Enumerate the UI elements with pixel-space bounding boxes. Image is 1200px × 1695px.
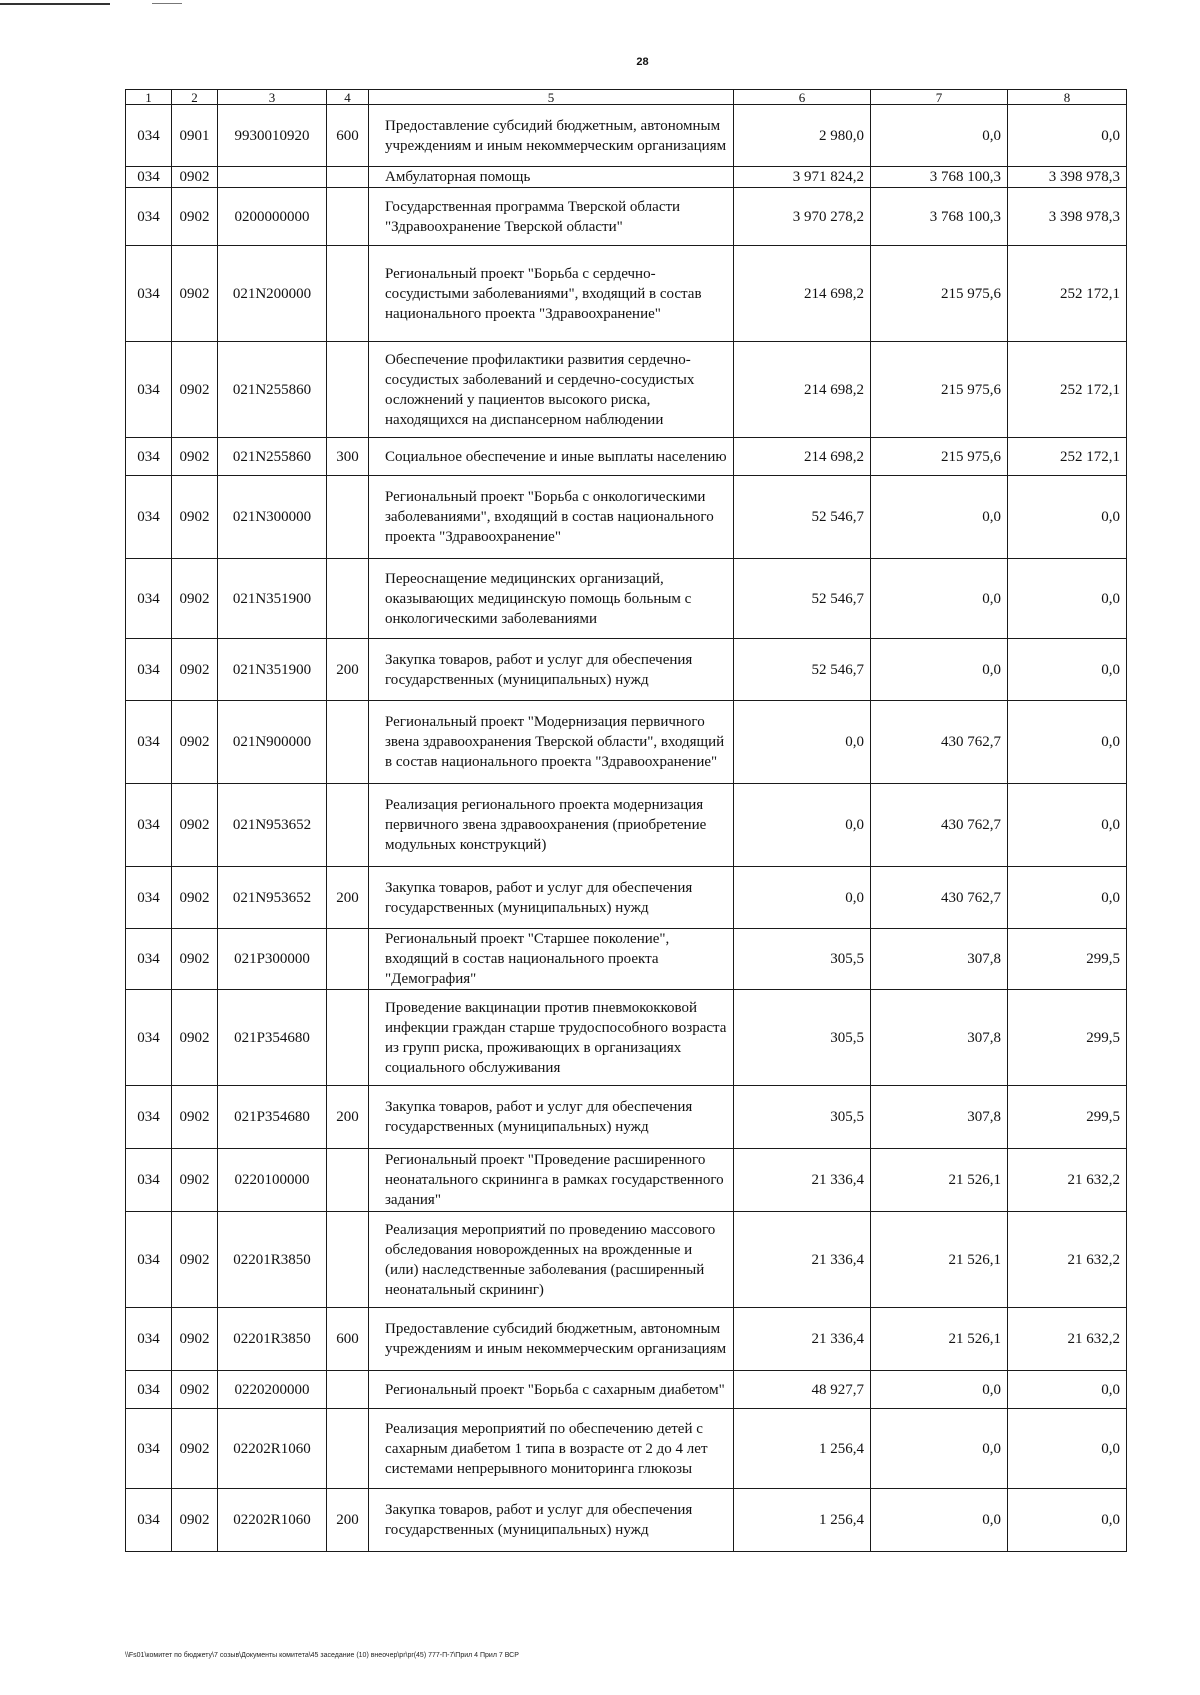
section-code-cell: 0902: [172, 1409, 218, 1489]
target-article-cell: 021N200000: [218, 246, 327, 342]
section-code-cell: 0902: [172, 1489, 218, 1552]
table-row: [126, 105, 1127, 167]
section-code-cell: 0902: [172, 476, 218, 559]
ministry-code-cell: 034: [126, 188, 172, 246]
amount-col6-cell: 21 336,4: [734, 1308, 871, 1371]
target-article-cell: 0200000000: [218, 188, 327, 246]
expense-type-cell: [327, 342, 369, 438]
amount-col7-cell: 0,0: [871, 639, 1008, 701]
expense-type-cell: [327, 559, 369, 639]
item-name-cell: Закупка товаров, работ и услуг для обеспечения государственных (муниципальных) нужд: [369, 1086, 734, 1149]
table-row: [126, 990, 1127, 1086]
amount-col7-cell: 21 526,1: [871, 1149, 1008, 1212]
target-article-cell: 02201R3850: [218, 1212, 327, 1308]
ministry-code-cell: 034: [126, 342, 172, 438]
expense-type-cell: [327, 1212, 369, 1308]
section-code-cell: 0902: [172, 246, 218, 342]
column-number: 8: [1008, 90, 1127, 105]
ministry-code-cell: 034: [126, 105, 172, 167]
item-name-cell: Закупка товаров, работ и услуг для обеспечения государственных (муниципальных) нужд: [369, 639, 734, 701]
item-name-cell: Региональный проект "Проведение расширенного неонатального скрининга в рамках государственного задания": [369, 1149, 734, 1212]
target-article-cell: 021N351900: [218, 639, 327, 701]
section-code-cell: 0902: [172, 1086, 218, 1149]
ministry-code-cell: 034: [126, 1489, 172, 1552]
target-article-cell: 021P354680: [218, 990, 327, 1086]
amount-col7-cell: 430 762,7: [871, 867, 1008, 929]
table-row: [126, 701, 1127, 784]
item-name-cell: Предоставление субсидий бюджетным, автономным учреждениям и иным некоммерческим организациям: [369, 1308, 734, 1371]
table-row: [126, 1086, 1127, 1149]
amount-col7-cell: 0,0: [871, 559, 1008, 639]
amount-col6-cell: 0,0: [734, 784, 871, 867]
amount-col7-cell: 430 762,7: [871, 701, 1008, 784]
amount-col7-cell: 3 768 100,3: [871, 188, 1008, 246]
amount-col7-cell: 3 768 100,3: [871, 167, 1008, 188]
amount-col6-cell: 21 336,4: [734, 1212, 871, 1308]
table-row: [126, 784, 1127, 867]
target-article-cell: 021N351900: [218, 559, 327, 639]
item-name-cell: Проведение вакцинации против пневмококковой инфекции граждан старше трудоспособного возраста из групп риска, проживающих в организациях социального обслуживания: [369, 990, 734, 1086]
table-row: [126, 1371, 1127, 1409]
item-name-cell: Предоставление субсидий бюджетным, автономным учреждениям и иным некоммерческим организациям: [369, 105, 734, 167]
target-article-cell: 021P354680: [218, 1086, 327, 1149]
item-name-cell: Реализация мероприятий по обеспечению детей с сахарным диабетом 1 типа в возрасте от 2 до 4 лет системами непрерывного мониторинга глюкозы: [369, 1409, 734, 1489]
amount-col8-cell: 252 172,1: [1008, 342, 1127, 438]
section-code-cell: 0902: [172, 784, 218, 867]
column-number: 4: [327, 90, 369, 105]
amount-col7-cell: 0,0: [871, 1409, 1008, 1489]
table-row: [126, 188, 1127, 246]
amount-col8-cell: 0,0: [1008, 639, 1127, 701]
table-row: [126, 1149, 1127, 1212]
amount-col8-cell: 3 398 978,3: [1008, 167, 1127, 188]
target-article-cell: 02202R1060: [218, 1489, 327, 1552]
item-name-cell: Региональный проект "Борьба с онкологическими заболеваниями", входящий в состав национального проекта "Здравоохранение": [369, 476, 734, 559]
ministry-code-cell: 034: [126, 701, 172, 784]
item-name-cell: Региональный проект "Борьба с сердечно-сосудистыми заболеваниями", входящий в состав национального проекта "Здравоохранение": [369, 246, 734, 342]
expense-type-cell: 200: [327, 1489, 369, 1552]
amount-col6-cell: 305,5: [734, 1086, 871, 1149]
amount-col6-cell: 1 256,4: [734, 1409, 871, 1489]
item-name-cell: Региональный проект "Борьба с сахарным диабетом": [369, 1371, 734, 1409]
table-row: [126, 1409, 1127, 1489]
table-row: [126, 929, 1127, 990]
amount-col6-cell: 48 927,7: [734, 1371, 871, 1409]
amount-col8-cell: 299,5: [1008, 1086, 1127, 1149]
expense-type-cell: 600: [327, 105, 369, 167]
expense-type-cell: 200: [327, 867, 369, 929]
table-row: [126, 476, 1127, 559]
expense-type-cell: [327, 784, 369, 867]
expense-type-cell: [327, 167, 369, 188]
item-name-cell: Переоснащение медицинских организаций, оказывающих медицинскую помощь больным с онкологическими заболеваниями: [369, 559, 734, 639]
amount-col8-cell: 252 172,1: [1008, 246, 1127, 342]
target-article-cell: 02201R3850: [218, 1308, 327, 1371]
column-number: 1: [126, 90, 172, 105]
target-article-cell: 021N300000: [218, 476, 327, 559]
amount-col6-cell: 3 970 278,2: [734, 188, 871, 246]
amount-col7-cell: 307,8: [871, 1086, 1008, 1149]
amount-col7-cell: 21 526,1: [871, 1308, 1008, 1371]
target-article-cell: 021P300000: [218, 929, 327, 990]
amount-col7-cell: 0,0: [871, 105, 1008, 167]
expense-type-cell: [327, 188, 369, 246]
amount-col8-cell: 299,5: [1008, 929, 1127, 990]
amount-col7-cell: 0,0: [871, 1489, 1008, 1552]
ministry-code-cell: 034: [126, 784, 172, 867]
expense-type-cell: [327, 1409, 369, 1489]
amount-col6-cell: 2 980,0: [734, 105, 871, 167]
expense-type-cell: 300: [327, 438, 369, 476]
table-row: [126, 1212, 1127, 1308]
column-number-row: [126, 90, 1127, 105]
target-article-cell: 9930010920: [218, 105, 327, 167]
section-code-cell: 0902: [172, 639, 218, 701]
ministry-code-cell: 034: [126, 929, 172, 990]
section-code-cell: 0902: [172, 867, 218, 929]
amount-col7-cell: 307,8: [871, 929, 1008, 990]
column-number: 7: [871, 90, 1008, 105]
amount-col6-cell: 1 256,4: [734, 1489, 871, 1552]
ministry-code-cell: 034: [126, 1308, 172, 1371]
item-name-cell: Социальное обеспечение и иные выплаты населению: [369, 438, 734, 476]
section-code-cell: 0902: [172, 438, 218, 476]
target-article-cell: 0220100000: [218, 1149, 327, 1212]
item-name-cell: Амбулаторная помощь: [369, 167, 734, 188]
amount-col6-cell: 214 698,2: [734, 342, 871, 438]
amount-col8-cell: 0,0: [1008, 867, 1127, 929]
section-code-cell: 0902: [172, 167, 218, 188]
section-code-cell: 0902: [172, 990, 218, 1086]
expense-type-cell: [327, 1149, 369, 1212]
amount-col8-cell: 0,0: [1008, 476, 1127, 559]
column-number: 3: [218, 90, 327, 105]
item-name-cell: Закупка товаров, работ и услуг для обеспечения государственных (муниципальных) нужд: [369, 1489, 734, 1552]
amount-col7-cell: 21 526,1: [871, 1212, 1008, 1308]
target-article-cell: 021N900000: [218, 701, 327, 784]
scan-edge-mark: [0, 3, 110, 5]
amount-col8-cell: 21 632,2: [1008, 1308, 1127, 1371]
amount-col8-cell: 0,0: [1008, 105, 1127, 167]
page-number: 28: [636, 56, 649, 68]
table-row: [126, 639, 1127, 701]
amount-col8-cell: 21 632,2: [1008, 1149, 1127, 1212]
section-code-cell: 0902: [172, 1212, 218, 1308]
table-row: [126, 167, 1127, 188]
amount-col6-cell: 52 546,7: [734, 476, 871, 559]
item-name-cell: Реализация мероприятий по проведению массового обследования новорожденных на врожденные и (или) наследственные заболевания (расширенный неонатальный скрининг): [369, 1212, 734, 1308]
ministry-code-cell: 034: [126, 246, 172, 342]
section-code-cell: 0902: [172, 188, 218, 246]
target-article-cell: 0220200000: [218, 1371, 327, 1409]
item-name-cell: Государственная программа Тверской области "Здравоохранение Тверской области": [369, 188, 734, 246]
ministry-code-cell: 034: [126, 476, 172, 559]
section-code-cell: 0902: [172, 701, 218, 784]
table-row: [126, 867, 1127, 929]
ministry-code-cell: 034: [126, 1371, 172, 1409]
target-article-cell: 021N953652: [218, 867, 327, 929]
amount-col7-cell: 0,0: [871, 1371, 1008, 1409]
ministry-code-cell: 034: [126, 1086, 172, 1149]
table-row: [126, 342, 1127, 438]
table-row: [126, 438, 1127, 476]
ministry-code-cell: 034: [126, 990, 172, 1086]
section-code-cell: 0901: [172, 105, 218, 167]
amount-col8-cell: 3 398 978,3: [1008, 188, 1127, 246]
table-body: [126, 90, 1127, 1552]
ministry-code-cell: 034: [126, 1149, 172, 1212]
amount-col7-cell: 215 975,6: [871, 246, 1008, 342]
column-number: 6: [734, 90, 871, 105]
expense-type-cell: [327, 990, 369, 1086]
expense-type-cell: [327, 701, 369, 784]
amount-col8-cell: 0,0: [1008, 1489, 1127, 1552]
table-row: [126, 246, 1127, 342]
ministry-code-cell: 034: [126, 438, 172, 476]
amount-col8-cell: 0,0: [1008, 559, 1127, 639]
amount-col6-cell: 21 336,4: [734, 1149, 871, 1212]
item-name-cell: Закупка товаров, работ и услуг для обеспечения государственных (муниципальных) нужд: [369, 867, 734, 929]
expense-type-cell: [327, 476, 369, 559]
item-name-cell: Региональный проект "Старшее поколение", входящий в состав национального проекта "Демография": [369, 929, 734, 990]
section-code-cell: 0902: [172, 1308, 218, 1371]
item-name-cell: Обеспечение профилактики развития сердечно-сосудистых заболеваний и сердечно-сосудистых осложнений у пациентов высокого риска, находящихся на диспансерном наблюдении: [369, 342, 734, 438]
expense-type-cell: 200: [327, 639, 369, 701]
amount-col8-cell: 0,0: [1008, 784, 1127, 867]
expense-type-cell: [327, 1371, 369, 1409]
ministry-code-cell: 034: [126, 1409, 172, 1489]
amount-col6-cell: 3 971 824,2: [734, 167, 871, 188]
amount-col8-cell: 0,0: [1008, 701, 1127, 784]
section-code-cell: 0902: [172, 342, 218, 438]
budget-table: [125, 89, 1127, 1552]
section-code-cell: 0902: [172, 1371, 218, 1409]
ministry-code-cell: 034: [126, 559, 172, 639]
ministry-code-cell: 034: [126, 639, 172, 701]
column-number: 5: [369, 90, 734, 105]
expense-type-cell: [327, 929, 369, 990]
amount-col7-cell: 0,0: [871, 476, 1008, 559]
ministry-code-cell: 034: [126, 1212, 172, 1308]
target-article-cell: 021N255860: [218, 342, 327, 438]
amount-col6-cell: 305,5: [734, 990, 871, 1086]
ministry-code-cell: 034: [126, 867, 172, 929]
amount-col7-cell: 215 975,6: [871, 438, 1008, 476]
amount-col6-cell: 0,0: [734, 701, 871, 784]
amount-col8-cell: 0,0: [1008, 1409, 1127, 1489]
amount-col8-cell: 299,5: [1008, 990, 1127, 1086]
amount-col6-cell: 305,5: [734, 929, 871, 990]
table-row: [126, 1489, 1127, 1552]
expense-type-cell: 200: [327, 1086, 369, 1149]
amount-col6-cell: 214 698,2: [734, 438, 871, 476]
section-code-cell: 0902: [172, 929, 218, 990]
amount-col7-cell: 215 975,6: [871, 342, 1008, 438]
amount-col6-cell: 0,0: [734, 867, 871, 929]
expense-type-cell: 600: [327, 1308, 369, 1371]
amount-col6-cell: 52 546,7: [734, 559, 871, 639]
expense-type-cell: [327, 246, 369, 342]
amount-col8-cell: 0,0: [1008, 1371, 1127, 1409]
amount-col6-cell: 214 698,2: [734, 246, 871, 342]
target-article-cell: [218, 167, 327, 188]
section-code-cell: 0902: [172, 1149, 218, 1212]
target-article-cell: 021N953652: [218, 784, 327, 867]
amount-col6-cell: 52 546,7: [734, 639, 871, 701]
amount-col7-cell: 307,8: [871, 990, 1008, 1086]
amount-col8-cell: 252 172,1: [1008, 438, 1127, 476]
table-row: [126, 559, 1127, 639]
file-path-footer: \\Fs01\комитет по бюджету\7 созыв\Документы комитета\45 заседание (10) внеочер\pr\pr(45) 777-П-7\Прил 4 Прил 7 ВСР: [125, 1652, 519, 1659]
table-row: [126, 1308, 1127, 1371]
item-name-cell: Реализация регионального проекта модернизация первичного звена здравоохранения (приобретение модульных конструкций): [369, 784, 734, 867]
amount-col8-cell: 21 632,2: [1008, 1212, 1127, 1308]
column-number: 2: [172, 90, 218, 105]
amount-col7-cell: 430 762,7: [871, 784, 1008, 867]
section-code-cell: 0902: [172, 559, 218, 639]
target-article-cell: 02202R1060: [218, 1409, 327, 1489]
ministry-code-cell: 034: [126, 167, 172, 188]
scan-edge-mark-2: [152, 3, 182, 4]
item-name-cell: Региональный проект "Модернизация первичного звена здравоохранения Тверской области", входящий в состав национального проекта "Здравоохранение": [369, 701, 734, 784]
target-article-cell: 021N255860: [218, 438, 327, 476]
